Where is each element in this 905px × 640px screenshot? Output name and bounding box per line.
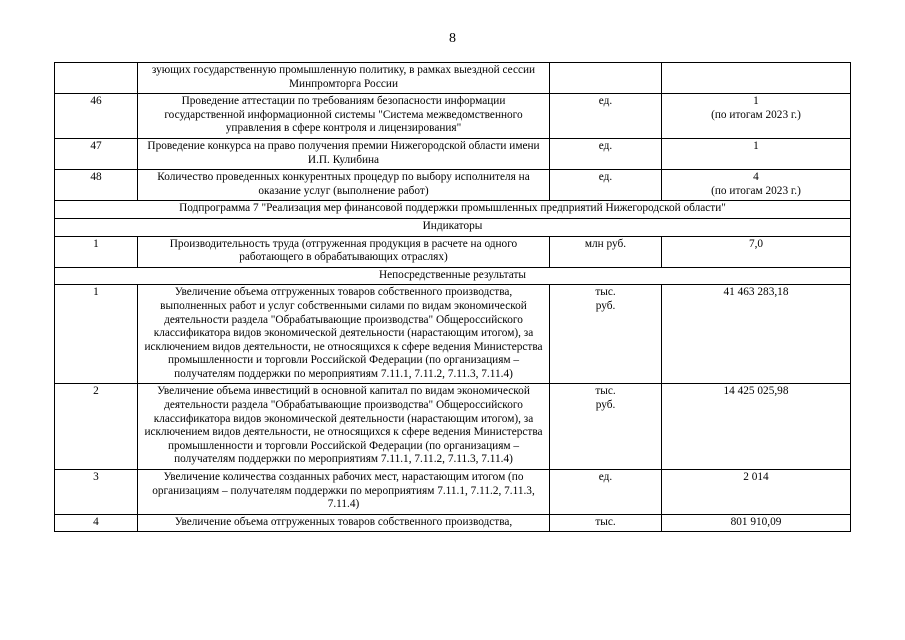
row-number: 4 [55, 514, 138, 532]
row-name: Производительность труда (отгруженная продукция в расчете на одного работающего в обрабатывающих отраслях) [138, 236, 550, 267]
row-value [662, 63, 851, 94]
row-value: 2 014 [662, 470, 851, 515]
row-unit: ед. [550, 170, 662, 201]
row-number: 1 [55, 285, 138, 384]
row-value: 1 (по итогам 2023 г.) [662, 94, 851, 139]
row-value: 14 425 025,98 [662, 384, 851, 470]
row-unit [550, 63, 662, 94]
row-unit: млн руб. [550, 236, 662, 267]
row-name: Увеличение объема отгруженных товаров собственного производства, выполненных работ и услуг собственными силами по видам экономической деятельности раздела "Обрабатывающие производства" Общероссийского классификатора видов экономической деятельности (нарастающим итогом), за исключением видов деятельности, не относящихся к сфере ведения Министерства промышленности и торговли Российской Федерации (по организациям – получателям поддержки по мероприятиям 7.11.1, 7.11.2, 7.11.3, 7.11.4) [138, 285, 550, 384]
table-row [55, 285, 851, 384]
row-number: 3 [55, 470, 138, 515]
row-value: 1 [662, 138, 851, 169]
row-number: 46 [55, 94, 138, 139]
section-title: Индикаторы [55, 218, 851, 236]
row-number: 2 [55, 384, 138, 470]
page-number: 8 [449, 31, 456, 46]
row-name: Проведение конкурса на право получения премии Нижегородской области имени И.П. Кулибина [138, 138, 550, 169]
row-name: Количество проведенных конкурентных процедур по выбору исполнителя на оказание услуг (выполнение работ) [138, 170, 550, 201]
row-unit: ед. [550, 138, 662, 169]
table-row [55, 236, 851, 267]
row-number: 48 [55, 170, 138, 201]
table-row [55, 63, 851, 94]
row-number: 47 [55, 138, 138, 169]
results-table [54, 62, 851, 532]
section-title: Подпрограмма 7 "Реализация мер финансовой поддержки промышленных предприятий Нижегородской области" [55, 201, 851, 219]
section-row-direct-results [55, 267, 851, 285]
row-name: Увеличение объема инвестиций в основной капитал по видам экономической деятельности раздела "Обрабатывающие производства" Общероссийского классификатора видов экономической деятельности (нарастающим итогом), за исключением видов деятельности, не относящихся к сфере ведения Министерства промышленности и торговли Российской Федерации (по организациям – получателям поддержки по мероприятиям 7.11.1, 7.11.2, 7.11.3, 7.11.4) [138, 384, 550, 470]
row-name: зующих государственную промышленную политику, в рамках выездной сессии Минпромторга России [138, 63, 550, 94]
section-row-indicators [55, 218, 851, 236]
section-title: Непосредственные результаты [55, 267, 851, 285]
row-name: Увеличение объема отгруженных товаров собственного производства, [138, 514, 550, 532]
table-row [55, 170, 851, 201]
table-row [55, 94, 851, 139]
row-value: 4 (по итогам 2023 г.) [662, 170, 851, 201]
row-number: 1 [55, 236, 138, 267]
table-row [55, 470, 851, 515]
table-row [55, 384, 851, 470]
row-unit: тыс. [550, 514, 662, 532]
row-value: 7,0 [662, 236, 851, 267]
section-row-subprogram [55, 201, 851, 219]
row-value: 41 463 283,18 [662, 285, 851, 384]
row-unit: тыс. руб. [550, 384, 662, 470]
table-row [55, 514, 851, 532]
table-row [55, 138, 851, 169]
row-unit: ед. [550, 94, 662, 139]
row-number [55, 63, 138, 94]
row-name: Проведение аттестации по требованиям безопасности информации государственной информационной системы "Система межведомственного управления в сфере контроля и лицензирования" [138, 94, 550, 139]
row-name: Увеличение количества созданных рабочих мест, нарастающим итогом (по организациям – получателям поддержки по мероприятиям 7.11.1, 7.11.2, 7.11.3, 7.11.4) [138, 470, 550, 515]
row-value: 801 910,09 [662, 514, 851, 532]
results-table-body [55, 63, 851, 532]
row-unit: тыс. руб. [550, 285, 662, 384]
row-unit: ед. [550, 470, 662, 515]
